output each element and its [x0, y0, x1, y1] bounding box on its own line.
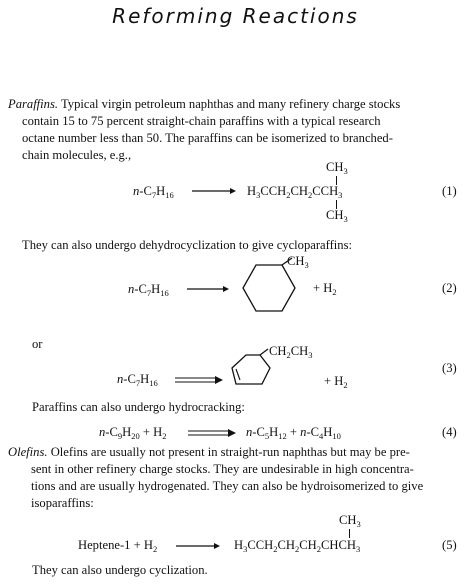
- paragraph-line: tions and are usually hydrogenated. They can also be hydroisomerized to give: [31, 479, 424, 493]
- eq1-reactant: $n-C_7H_{16}$: [133, 184, 174, 200]
- paragraph-line: isoparaffins:: [31, 496, 94, 510]
- eq5-arrow: [176, 541, 220, 551]
- paragraph-text: Typical virgin petroleum naphthas and many refinery charge stocks: [60, 97, 401, 111]
- eq1-number: (1): [442, 184, 457, 198]
- eq1-product: $H_3CCH_2CH_2CCH_3$: [247, 184, 343, 200]
- eq3-number: (3): [442, 361, 457, 375]
- eq3-reactant: $n-C_7H_{16}$: [117, 372, 158, 388]
- paragraph-line: octane number less than 50. The paraffins can be isomerized to branched-: [22, 131, 393, 145]
- paraffins-lead: Paraffins.: [8, 97, 59, 111]
- eq4-number: (4): [442, 425, 457, 439]
- eq5-ch3-top: $CH_3$: [339, 513, 361, 529]
- paragraph-line: [8, 96, 466, 113]
- eq1-ch3-bottom: $CH_3$: [326, 208, 348, 224]
- eq3-substituent: $CH_2CH_3$: [269, 344, 313, 360]
- olefins-paragraph: [8, 444, 466, 512]
- eq4-arrow: [188, 428, 236, 438]
- text-cyclization: They can also undergo cyclization.: [32, 563, 208, 577]
- eq3-arrow: [175, 375, 223, 385]
- eq4-products: $n-C_5H_{12} + n-C_4H_{10}$: [246, 425, 341, 441]
- paragraph-text: Olefins are usually not present in straight-run naphthas but may be pre-: [50, 445, 410, 459]
- eq2-substituent: $CH_3$: [287, 254, 309, 270]
- paragraph-line: sent in other refinery charge stocks. They are undesirable in high concentra-: [31, 462, 414, 476]
- eq5-reactants: Heptene-1 + $H_2$: [78, 538, 158, 554]
- eq1-ch3-top: $CH_3$: [326, 160, 348, 176]
- eq2-hydrogen: + $H_2$: [313, 281, 337, 297]
- paraffins-paragraph: [8, 96, 466, 164]
- eq3-hydrogen: + $H_2$: [324, 374, 348, 390]
- or-text: or: [32, 337, 43, 351]
- text-dehydrocyclization: They can also undergo dehydrocyclization to give cycloparaffins:: [22, 238, 353, 252]
- eq2-number: (2): [442, 281, 457, 295]
- paragraph-line: [8, 444, 466, 461]
- olefins-lead: Olefins.: [8, 445, 48, 459]
- eq2-arrow: [187, 284, 229, 294]
- page-title: Reforming Reactions: [112, 4, 359, 28]
- paragraph-line: contain 15 to 75 percent straight-chain paraffins with a typical research: [22, 114, 381, 128]
- eq5-bond-top: [349, 529, 350, 538]
- text-hydrocracking: Paraffins can also undergo hydrocracking:: [32, 400, 245, 414]
- eq1-arrow: [192, 186, 236, 196]
- eq5-product: $H_3CCH_2CH_2CH_2CHCH_3$: [234, 538, 361, 554]
- paragraph-line: chain molecules, e.g.,: [22, 148, 132, 162]
- eq4-reactants: $n-C_9H_{20} + H_2$: [99, 425, 167, 441]
- eq2-reactant: $n-C_7H_{16}$: [128, 282, 169, 298]
- eq5-number: (5): [442, 538, 457, 552]
